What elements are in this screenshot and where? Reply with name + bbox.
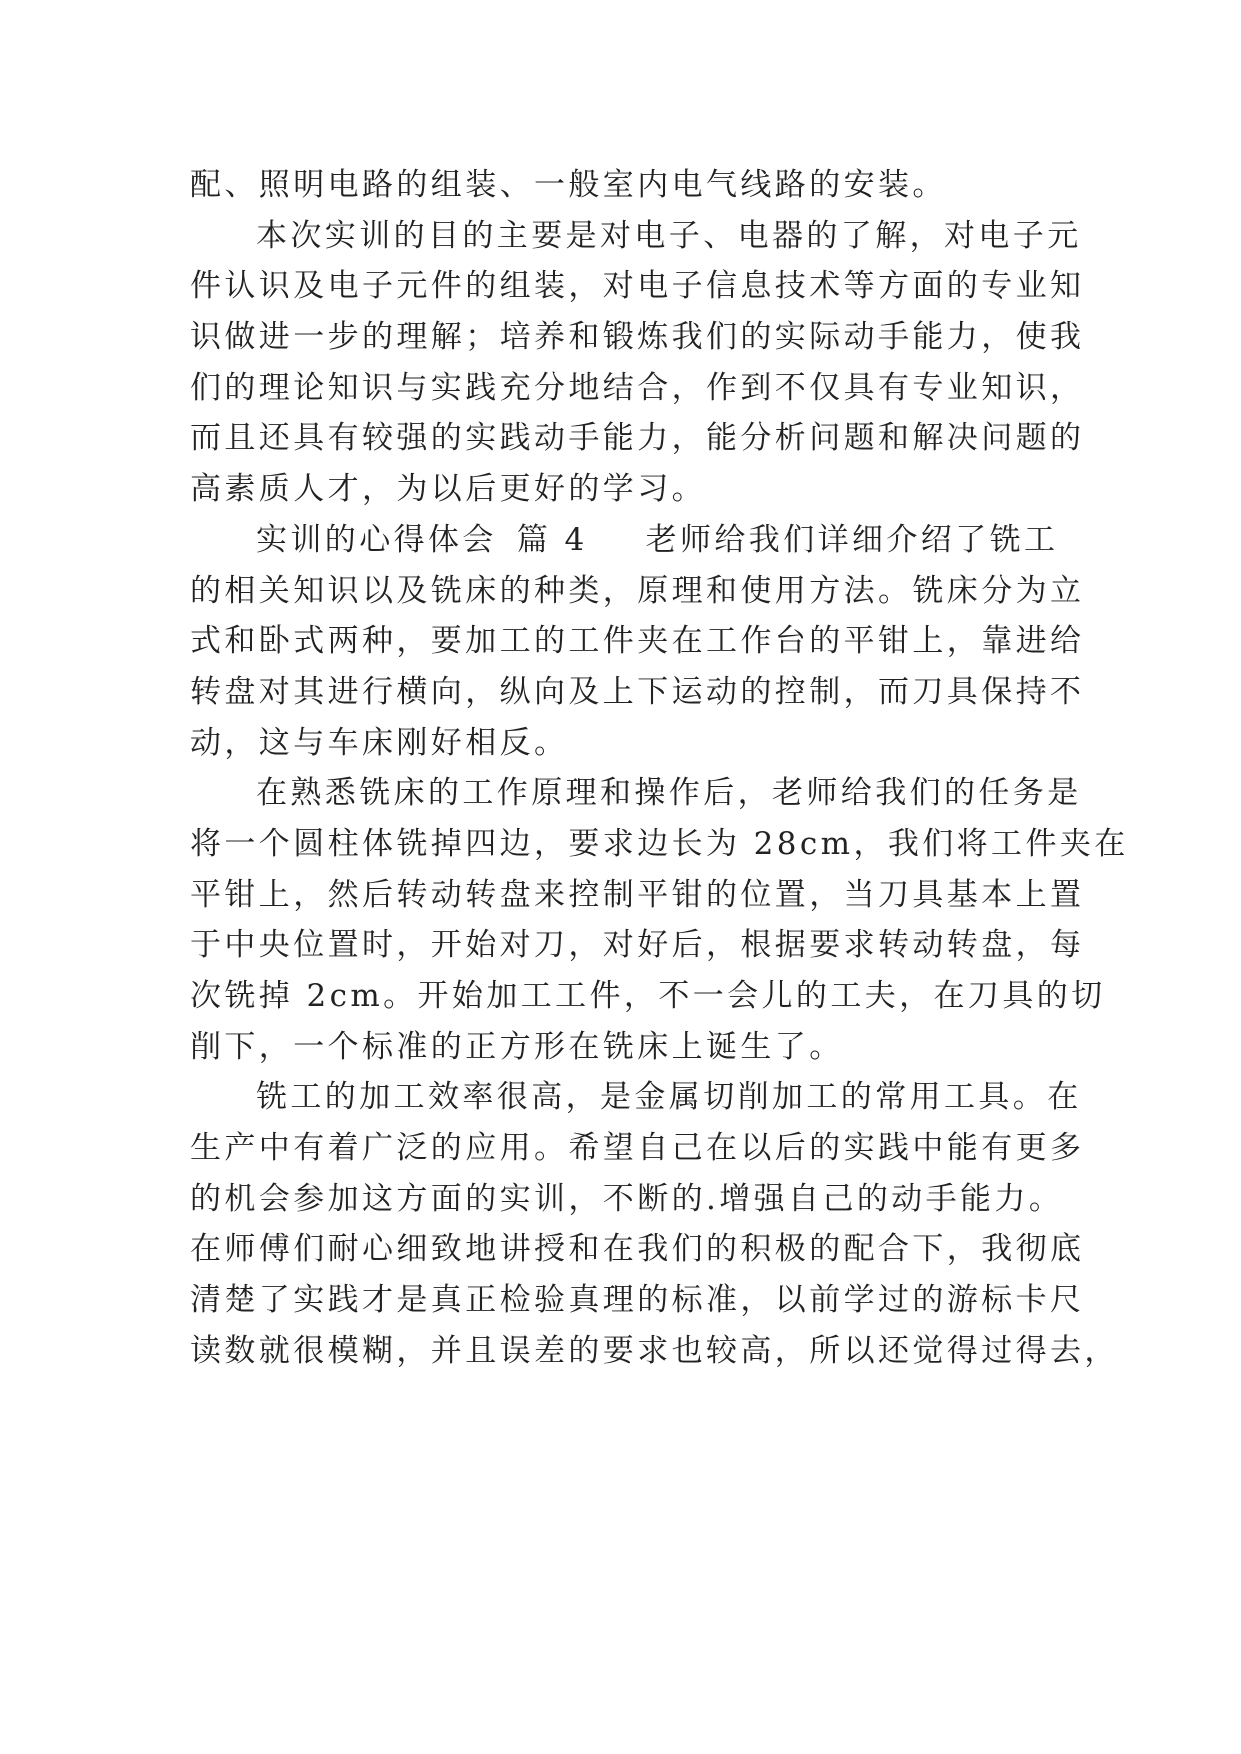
text-line: 在师傅们耐心细致地讲授和在我们的积极的配合下，我彻底 (190, 1231, 1085, 1268)
text-line: 读数就很模糊，并且误差的要求也较高，所以还觉得过得去， (190, 1332, 1119, 1369)
text-line: 的相关知识以及铣床的种类，原理和使用方法。铣床分为立 (190, 572, 1085, 609)
text-line: 件认识及电子元件的组装，对电子信息技术等方面的专业知 (190, 268, 1085, 305)
text-line: 平钳上，然后转动转盘来控制平钳的位置，当刀具基本上置 (190, 876, 1085, 913)
section-first-text: 老师给我们详细介绍了铣工 (645, 521, 1059, 558)
text-line: 而且还具有较强的实践动手能力，能分析问题和解决问题的 (190, 420, 1085, 457)
text-line: 的机会参加这方面的实训，不断的.增强自己的动手能力。 (190, 1180, 1064, 1217)
text-line: 式和卧式两种，要加工的工件夹在工作台的平钳上，靠进给 (190, 623, 1085, 660)
text-line: 将一个圆柱体铣掉四边，要求边长为 28cm，我们将工件夹在 (190, 825, 1129, 862)
text-line: 高素质人才，为以后更好的学习。 (190, 471, 706, 508)
text-line: 清楚了实践才是真正检验真理的标准，以前学过的游标卡尺 (190, 1282, 1085, 1319)
paragraph-start: 在熟悉铣床的工作原理和操作后，老师给我们的任务是 (256, 775, 1082, 812)
text-line: 次铣掉 2cm。开始加工工件，不一会儿的工夫，在刀具的切 (190, 978, 1106, 1014)
text-line: 于中央位置时，开始对刀，对好后，根据要求转动转盘，每 (190, 927, 1085, 964)
text-line: 削下，一个标准的正方形在铣床上诞生了。 (190, 1028, 844, 1065)
section-heading-line (190, 515, 1070, 566)
text-line: 生产中有着广泛的应用。希望自己在以后的实践中能有更多 (190, 1130, 1085, 1167)
text-line: 动，这与车床刚好相反。 (190, 724, 569, 761)
section-title: 实训的心得体会 (256, 521, 497, 558)
document-body (190, 160, 1129, 1377)
text-line: 配、照明电路的组装、一般室内电气线路的安装。 (190, 167, 947, 203)
section-number: 篇 4 (516, 521, 588, 558)
paragraph-start: 本次实训的目的主要是对电子、电器的了解，对电子元 (256, 217, 1082, 254)
paragraph-start: 铣工的加工效率很高，是金属切削加工的常用工具。在 (256, 1079, 1082, 1116)
text-line: 们的理论知识与实践充分地结合，作到不仅具有专业知识， (190, 369, 1085, 406)
text-line: 识做进一步的理解；培养和锻炼我们的实际动手能力，使我 (190, 319, 1085, 356)
text-line: 转盘对其进行横向，纵向及上下运动的控制，而刀具保持不 (190, 673, 1085, 710)
